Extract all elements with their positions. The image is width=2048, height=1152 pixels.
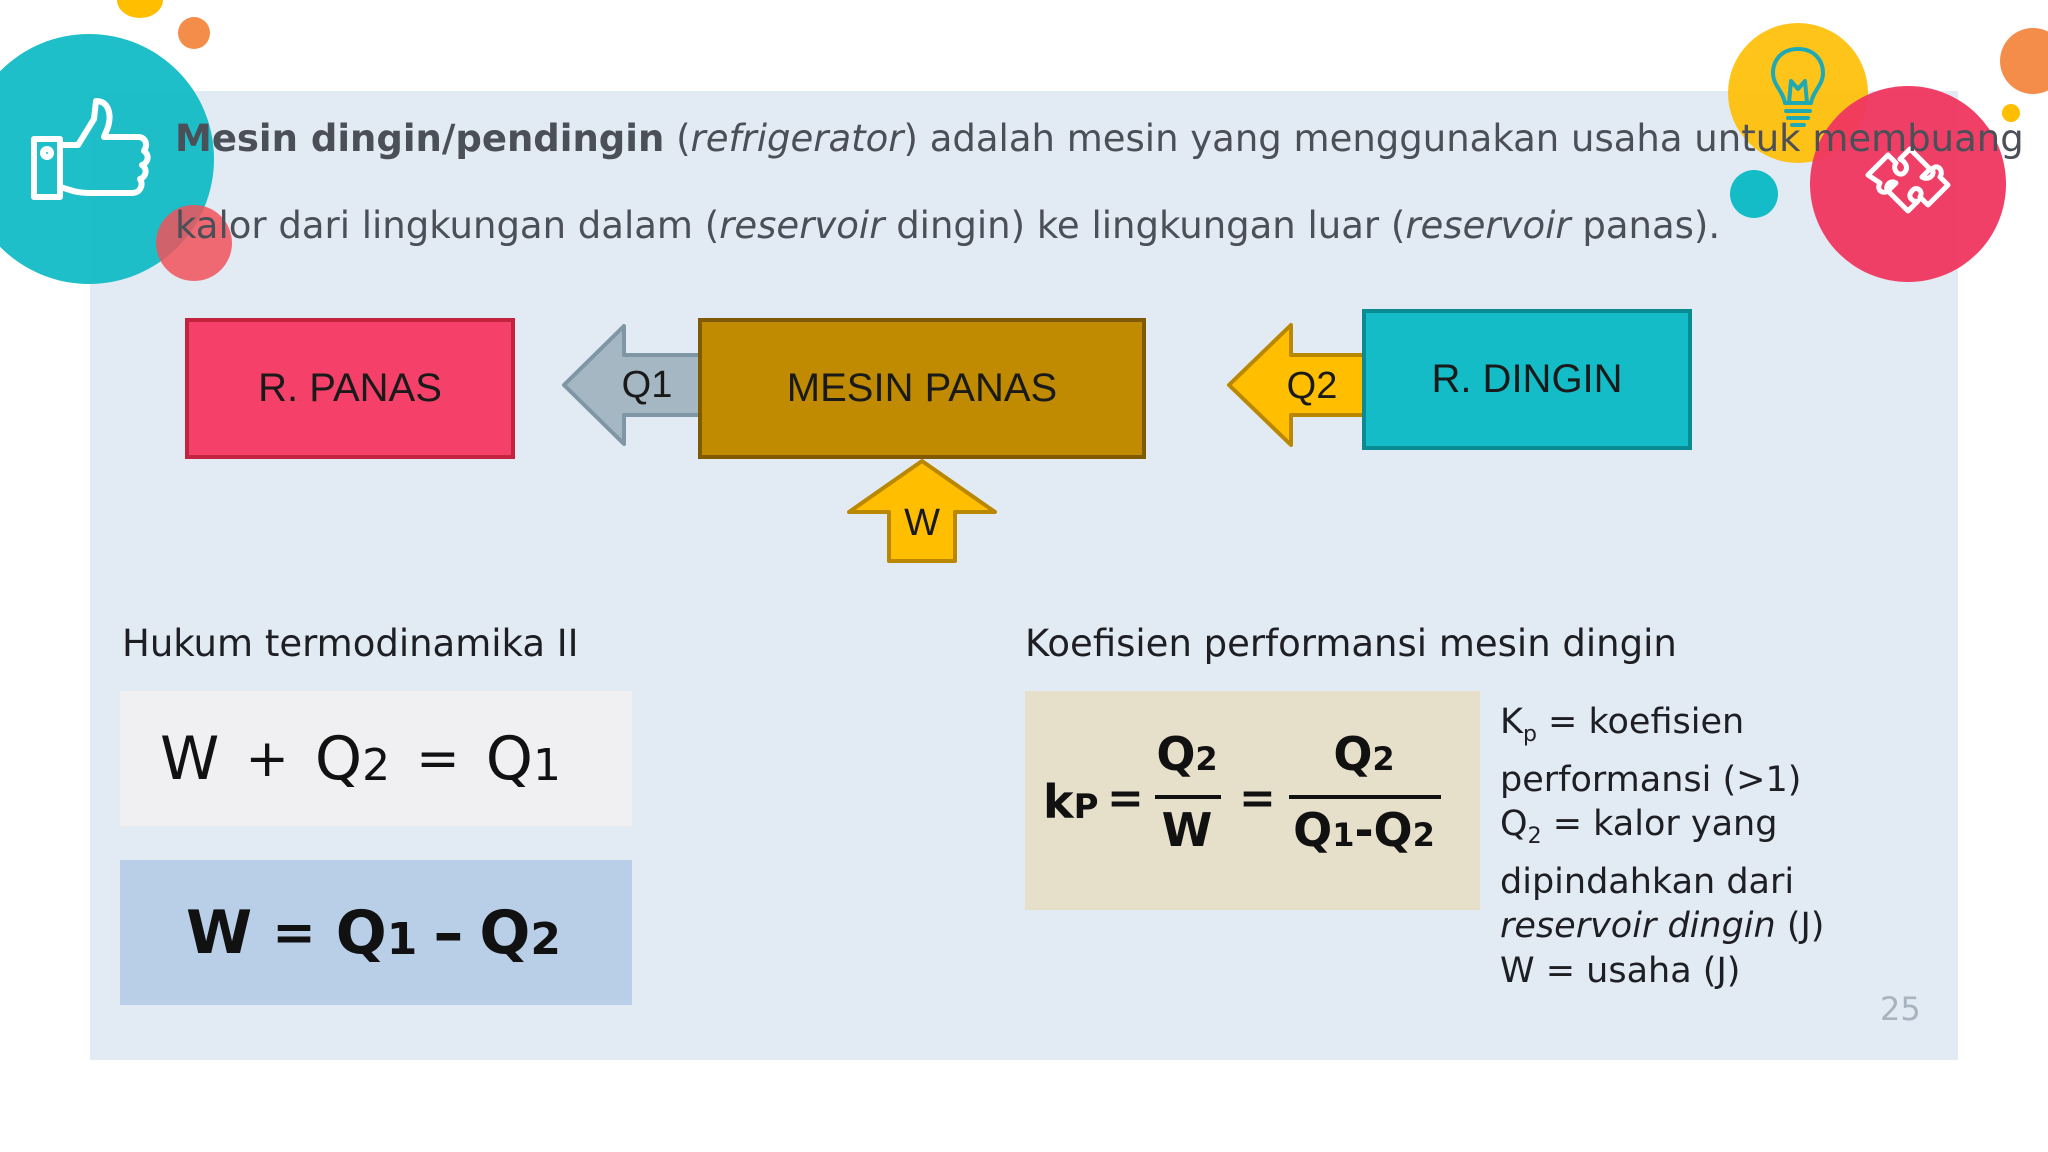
fraction-bar-1 bbox=[1155, 795, 1221, 799]
intro-term-bold: Mesin dingin/pendingin bbox=[175, 117, 665, 160]
legend-kp: $K_p$ = koefisien performansi (>1) bbox=[1500, 702, 1802, 800]
legend-w: W = usaha (J) bbox=[1500, 950, 1741, 991]
decor-dot-orange-small bbox=[178, 17, 210, 49]
cold-reservoir-box bbox=[1362, 309, 1692, 450]
hot-reservoir-label: R. PANAS bbox=[258, 366, 442, 410]
left-heading: Hukum termodinamika II bbox=[122, 622, 579, 665]
kp-legend bbox=[1500, 700, 1940, 993]
intro-line-1: Mesin dingin/pendingin (refrigerator) adalah mesin yang menggunakan usaha untuk membuang bbox=[175, 117, 2024, 160]
legend-q2: $Q_2$ = kalor yang dipindahkan dari reservoir dingin (J) bbox=[1500, 804, 1825, 946]
equation-2: W = Q 1 – Q 2 bbox=[120, 860, 632, 1005]
kp-formula: kP = Q2 W = Q2 Q1-Q2 bbox=[1025, 691, 1480, 910]
decor-dot-orange bbox=[117, 0, 163, 18]
q1-label: Q1 bbox=[621, 363, 673, 406]
intro-line-2: kalor dari lingkungan dalam (reservoir dingin) ke lingkungan luar (reservoir panas). bbox=[175, 204, 1721, 247]
fraction-bar-2 bbox=[1289, 795, 1441, 799]
right-heading: Koefisien performansi mesin dingin bbox=[1025, 622, 1677, 665]
decor-dot-orange-right bbox=[2000, 28, 2048, 94]
thumbs-up-icon bbox=[28, 95, 154, 211]
hot-reservoir-box bbox=[185, 318, 515, 459]
cold-reservoir-label: R. DINGIN bbox=[1431, 357, 1623, 401]
q2-label: Q2 bbox=[1286, 364, 1338, 407]
w-label: W bbox=[904, 501, 940, 544]
equation-1: W + Q 2 = Q 1 bbox=[120, 691, 632, 826]
engine-label: MESIN PANAS bbox=[786, 366, 1058, 410]
intro-term-italic: refrigerator bbox=[690, 117, 904, 160]
engine-box bbox=[698, 318, 1146, 459]
page-number: 25 bbox=[1880, 990, 1921, 1028]
